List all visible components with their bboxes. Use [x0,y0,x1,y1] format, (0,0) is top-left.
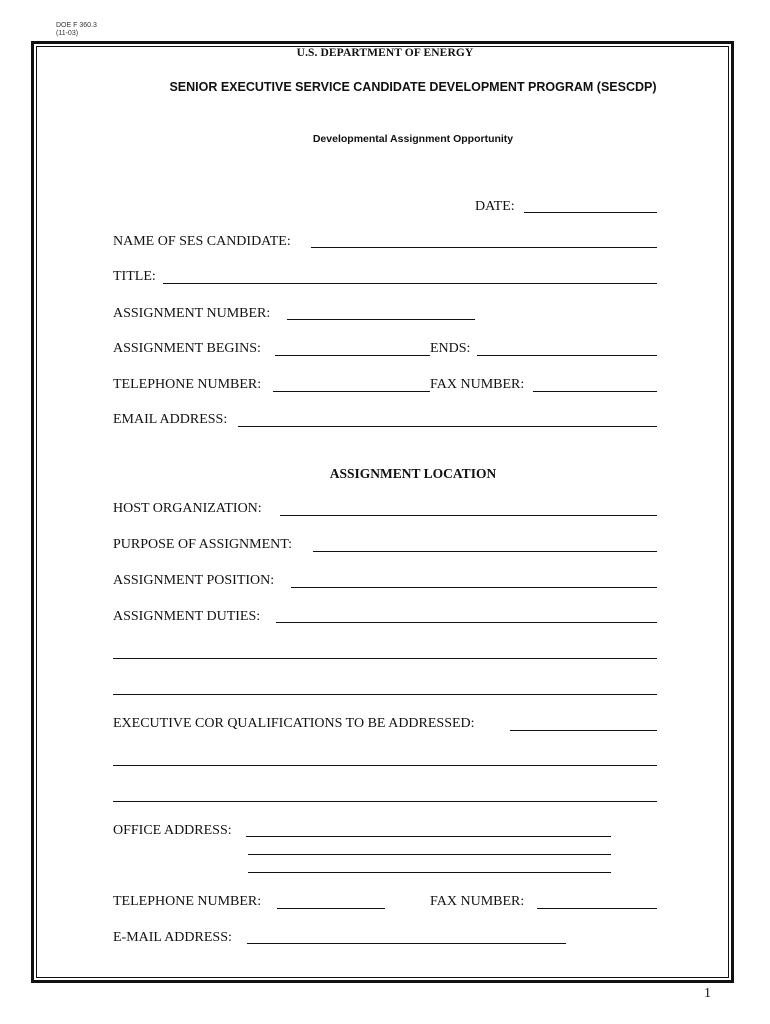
telephone-field[interactable] [273,391,430,392]
ecq-line-3[interactable] [113,801,657,802]
assignment-begins-label: ASSIGNMENT BEGINS: [113,341,261,356]
assignment-duties-label: ASSIGNMENT DUTIES: [113,609,261,624]
office-address-line-3[interactable] [248,872,611,873]
assignment-position-field[interactable] [291,587,657,588]
telephone-label: TELEPHONE NUMBER: [113,377,262,392]
fax-label: FAX NUMBER: [430,377,525,392]
email-label: EMAIL ADDRESS: [113,412,228,427]
title-field[interactable] [163,283,657,284]
assignment-position-label: ASSIGNMENT POSITION: [113,573,275,588]
ecq-line-2[interactable] [113,765,657,766]
host-telephone-label: TELEPHONE NUMBER: [113,894,262,909]
form-code [56,22,97,38]
ecq-field[interactable] [510,730,657,731]
candidate-name-field[interactable] [311,247,657,248]
department-heading: U.S. DEPARTMENT OF ENERGY [296,47,474,59]
office-address-field[interactable] [246,836,611,837]
fax-field[interactable] [533,391,657,392]
form-number: DOE F 360.3 [56,22,97,29]
host-organization-field[interactable] [280,515,657,516]
office-address-line-2[interactable] [248,854,611,855]
page-number: 1 [704,986,711,1001]
purpose-label: PURPOSE OF ASSIGNMENT: [113,537,293,552]
assignment-begins-field[interactable] [275,355,430,356]
email-field[interactable] [238,426,657,427]
title-label: TITLE: [113,269,156,284]
program-title: SENIOR EXECUTIVE SERVICE CANDIDATE DEVELOPMENT PROGRAM (SESCDP) [169,80,657,94]
host-fax-label: FAX NUMBER: [430,894,525,909]
office-address-label: OFFICE ADDRESS: [113,823,232,838]
form-revision: (11-03) [56,30,79,37]
date-label: DATE: [475,199,515,214]
date-field[interactable] [524,212,657,213]
purpose-field[interactable] [313,551,657,552]
assignment-number-label: ASSIGNMENT NUMBER: [113,306,271,321]
host-email-label: E-MAIL ADDRESS: [113,930,232,945]
ecq-label: EXECUTIVE COR QUALIFICATIONS TO BE ADDRESSED: [113,716,475,731]
assignment-duties-field[interactable] [276,622,657,623]
candidate-name-label: NAME OF SES CANDIDATE: [113,234,291,249]
assignment-ends-field[interactable] [477,355,657,356]
form-subtitle: Developmental Assignment Opportunity [312,133,514,145]
host-organization-label: HOST ORGANIZATION: [113,501,262,516]
assignment-duties-line-2[interactable] [113,658,657,659]
host-email-field[interactable] [247,943,566,944]
host-telephone-field[interactable] [277,908,385,909]
assignment-duties-line-3[interactable] [113,694,657,695]
assignment-number-field[interactable] [287,319,475,320]
assignment-location-heading: ASSIGNMENT LOCATION [329,466,497,481]
assignment-ends-label: ENDS: [430,341,471,356]
host-fax-field[interactable] [537,908,657,909]
